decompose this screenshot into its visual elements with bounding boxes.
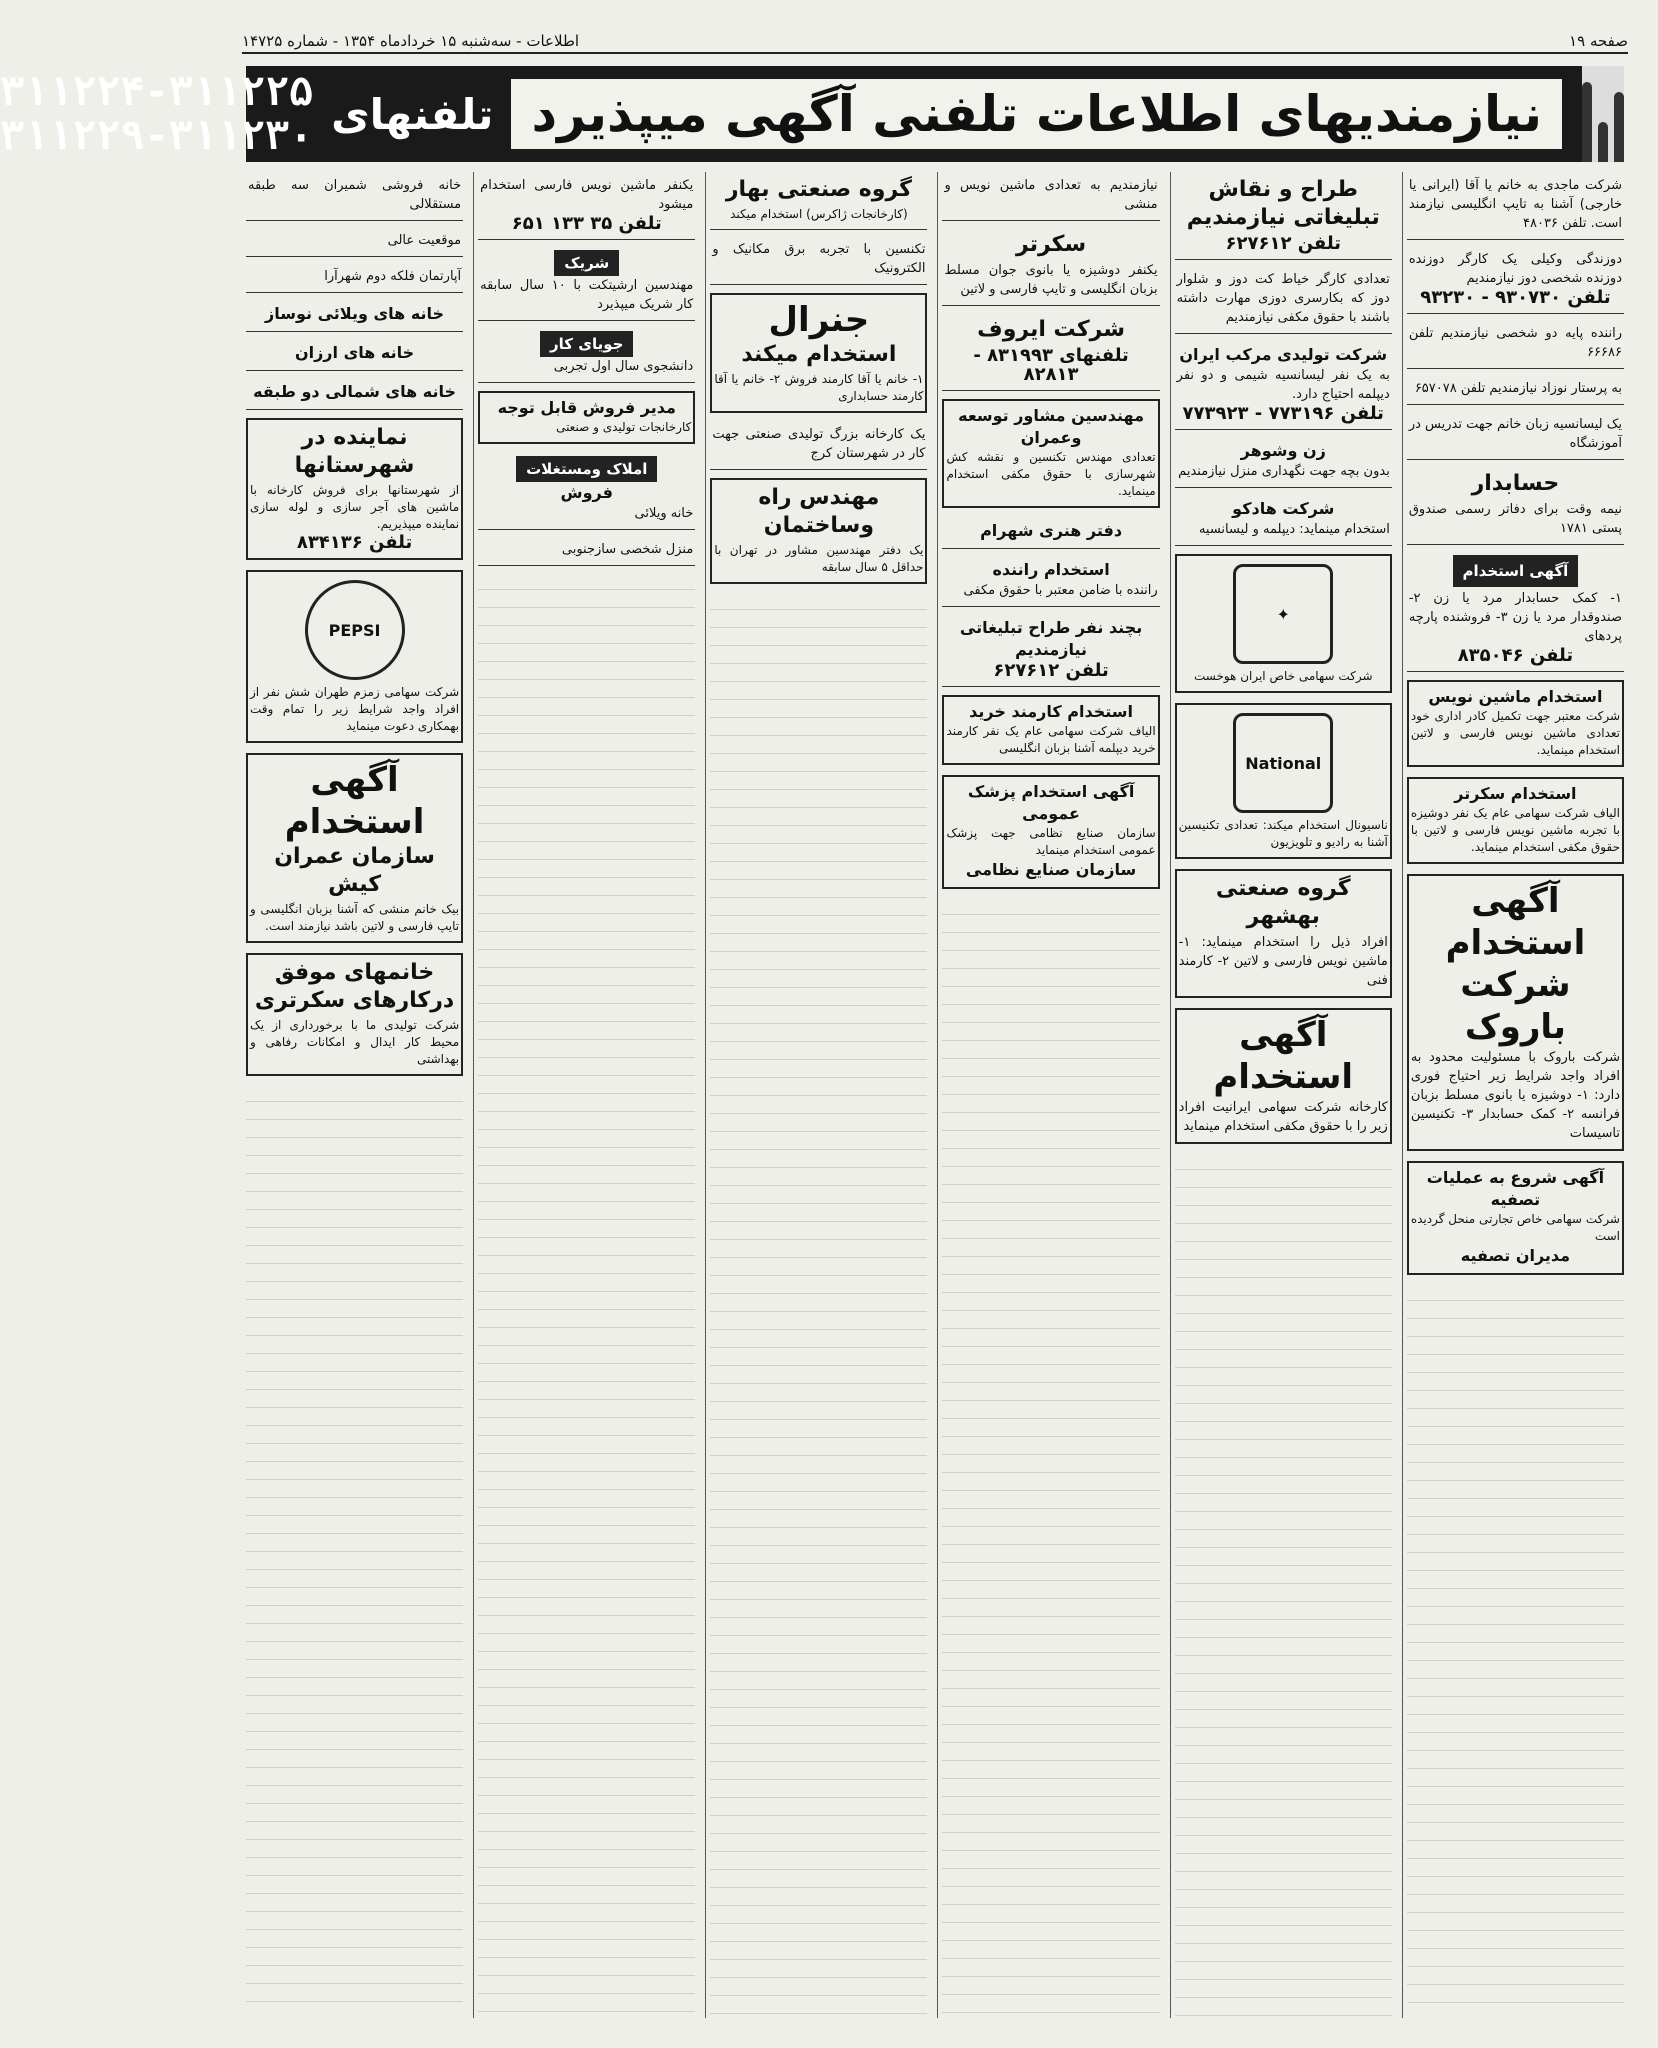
column-6 — [242, 172, 467, 2018]
ad-general: جنرال استخدام میکند ۱- خانم یا آقا کارمند فروش ۲- خانم یا آقا کارمند حسابداری — [710, 293, 927, 413]
ad-bahar: گروه صنعتی بهار (کارخانجات ژاکرس) استخدام میکند — [710, 172, 927, 230]
ad-civil-engineer: مهندس راه وساختمان یک دفتر مهندسین مشاور در تهران با حداقل ۵ سال سابقه — [710, 478, 927, 584]
ad-zamzam: PEPSI شرکت سهامی زمزم طهران شش نفر از افراد واجد شرایط زیر را تمام وقت بهمکاری دعوت مینماید — [246, 570, 463, 743]
ad-national: National ناسیونال استخدام میکند: تعدادی تکنیسین آشنا به رادیو و تلویزیون — [1175, 703, 1392, 859]
national-logo: National — [1233, 713, 1333, 813]
ad-item: یک لیسانسیه زبان خانم جهت تدریس در آموزشگاه — [1407, 411, 1624, 460]
ad-item: دوزندگی وکیلی یک کارگر دوزنده دوزنده شخصی دوز نیازمندیم تلفن ۹۳۰۷۳۰ - ۹۳۲۳۰ — [1407, 246, 1624, 314]
phone-line-2: ۳۱۱۲۲۹-۳۱۱۲۳۰ — [0, 113, 314, 159]
ad-purchase-clerk: استخدام کارمند خرید الیاف شرکت سهامی عام یک نفر کارمند خرید دیپلمه آشنا بزبان انگلیسی — [942, 695, 1159, 765]
ad-accountant: حسابدار نیمه وقت برای دفاتر رسمی صندوق پستی ۱۷۸۱ — [1407, 466, 1624, 545]
column-2 — [1170, 172, 1396, 2018]
ad-villa: خانه های ویلائی نوساز — [246, 299, 463, 332]
page-number: صفحه ۱۹ — [1569, 32, 1628, 50]
ad-employment: آگهی استخدام ۱- کمک حسابدار مرد یا زن ۲- صندوقدار مرد یا زن ۳- فروشنده پارچه پردهای تلفن ۸۳۵۰۴۶ — [1407, 551, 1624, 672]
ad-art-office: دفتر هنری شهرام — [942, 516, 1159, 549]
ad-couple: زن وشوهر بدون بچه جهت نگهداری منزل نیازمندیم — [1175, 436, 1392, 488]
ad-behshahr: گروه صنعتی بهشهر افراد ذیل را استخدام مینماید: ۱- ماشین نویس فارسی و لاتین ۲- کارمند فنی — [1175, 869, 1392, 998]
general-logo: جنرال — [768, 300, 870, 340]
phone-line-1: ۳۱۱۲۲۴-۳۱۱۲۲۵ — [0, 69, 314, 115]
banner-title: نیازمندیهای اطلاعات تلفنی آگهی میپذیرد — [511, 79, 1562, 149]
ad-typist-2: یکنفر ماشین نویس فارسی استخدام میشود تلفن ۳۵ ۱۳۳ ۶۵۱ — [478, 172, 695, 240]
ad-item: راننده پایه دو شخصی نیازمندیم تلفن ۶۶۶۸۶ — [1407, 320, 1624, 369]
text-filler — [246, 1084, 463, 2018]
ad-driver: استخدام راننده راننده با ضامن معتبر با حقوق مکفی — [942, 555, 1159, 607]
column-1 — [1402, 172, 1628, 2018]
ad-item: تعدادی کارگر خیاط کت دوز و شلوار دوز که بکارسری دوزی مهارت داشته باشند با حقوق مکفی نیازمندیم — [1175, 266, 1392, 334]
ad-north-houses: خانه های شمالی دو طبقه — [246, 377, 463, 410]
ad-item: به پرستار نوزاد نیازمندیم تلفن ۶۵۷۰۷۸ — [1407, 375, 1624, 405]
family-illustration — [1582, 66, 1624, 162]
ad-partner: شریک مهندسین ارشیتکت با ۱۰ سال سابقه کار شریک میپذیرد — [478, 246, 695, 321]
ad-item: شرکت ماجدی به خانم یا آقا (ایرانی یا خارجی) آشنا به تایپ انگلیسی نیازمند است. تلفن ۴۸۰۳۶ — [1407, 172, 1624, 240]
text-filler — [710, 592, 927, 2018]
text-filler — [1175, 1152, 1392, 2018]
ad-item: تکنسین با تجربه برق مکانیک و الکترونیک — [710, 236, 927, 285]
column-5 — [473, 172, 699, 2018]
pepsi-logo: PEPSI — [305, 580, 405, 680]
ad-designer: طراح و نقاش تبلیغاتی نیازمندیم تلفن ۶۲۷۶۱۲ — [1175, 172, 1392, 260]
ad-kish: آگهی استخدام سازمان عمران کیش بیک خانم منشی که آشنا بزبان انگلیسی و تایپ فارسی و لاتین باشد نیازمند است. — [246, 753, 463, 943]
ad-ink-company: شرکت تولیدی مرکب ایران به یک نفر لیسانسیه شیمی و دو نفر دیپلمه احتیاج دارد. تلفن ۷۷۳۱۹۶ - ۷۷۳۹۲۳ — [1175, 340, 1392, 430]
ad-representative: نماینده در شهرستانها از شهرستانها برای فروش کارخانه با ماشین های آجر سازی و لوله سازی نماینده میپذیریم. تلفن ۸۳۴۱۳۶ — [246, 418, 463, 560]
ad-iranit: آگهی استخدام کارخانه شرکت سهامی ایرانیت افراد زیر را با حقوق مکفی استخدام مینماید — [1175, 1008, 1392, 1144]
ad-item: منزل شخصی سازجنوبی — [478, 536, 695, 566]
text-filler — [478, 572, 695, 2018]
ad-job-seeker: جویای کار دانشجوی سال اول تجربی — [478, 327, 695, 383]
text-filler — [1407, 1283, 1624, 2018]
hoechst-logo: ✦ — [1233, 564, 1333, 664]
ad-designer-2: بچند نفر طراح تبلیغاتی نیازمندیم تلفن ۶۲۷۶۱۲ — [942, 613, 1159, 687]
banner-phones-label: تلفنهای — [331, 89, 494, 139]
ad-doctor: آگهی استخدام پزشک عمومی سازمان صنایع نظامی جهت پزشک عمومی استخدام مینماید سازمان صنایع نظامی — [942, 775, 1159, 889]
ad-secretary-women: خانمهای موفق درکارهای سکرتری شرکت تولیدی ما با برخورداری از یک محیط کار ایدال و امکانات رفاهی و بهداشتی — [246, 953, 463, 1076]
ad-sales-manager: مدیر فروش قابل توجه کارخانجات تولیدی و صنعتی — [478, 391, 695, 444]
ad-item: خانه فروشی شمیران سه طبقه مستقلالی — [246, 172, 463, 221]
ad-columns — [242, 172, 1628, 2018]
ad-secretary-2: سکرتر یکنفر دوشیزه یا بانوی جوان مسلط بزبان انگلیسی و تایپ فارسی و لاتین — [942, 227, 1159, 306]
ad-item: موقعیت عالی — [246, 227, 463, 257]
ad-iroof: شرکت ایروف تلفنهای ۸۳۱۹۹۳ - ۸۲۸۱۳ — [942, 312, 1159, 391]
ad-cheap-houses: خانه های ارزان — [246, 338, 463, 371]
column-3 — [937, 172, 1163, 2018]
ad-item: نیازمندیم به تعدادی ماشین نویس و منشی — [942, 172, 1159, 221]
ad-baruk: آگهی استخدام شرکت باروک شرکت باروک با مسئولیت محدود به افراد واجد شرایط زیر احتیاج فوری دارد: ۱- دوشیزه یا بانوی مسلط بزبان فرانسه ۲- کمک حسابدار ۳- تکنیسین تاسیسات — [1407, 874, 1624, 1151]
ad-item: یک کارخانه بزرگ تولیدی صنعتی جهت کار در شهرستان کرج — [710, 421, 927, 470]
ad-consulting: مهندسین مشاور توسعه وعمران تعدادی مهندس تکنسین و نقشه کش شهرسازی با حقوق مکفی استخدام مینماید. — [942, 399, 1159, 508]
column-4 — [705, 172, 931, 2018]
banner-phone-numbers — [0, 70, 313, 158]
ad-hadco: شرکت هادکو استخدام مینماید: دیپلمه و لیسانسیه — [1175, 494, 1392, 546]
text-filler — [942, 897, 1159, 2018]
ad-item: آپارتمان فلکه دوم شهرآرا — [246, 263, 463, 293]
ad-liquidation: آگهی شروع به عملیات تصفیه شرکت سهامی خاص تجارتی منحل گردیده است مدیران تصفیه — [1407, 1161, 1624, 1275]
ad-typist: استخدام ماشین نویس شرکت معتبر جهت تکمیل کادر اداری خود تعدادی ماشین نویس فارسی و لاتین استخدام مینماید. — [1407, 680, 1624, 767]
ad-real-estate: املاک ومستغلات فروش خانه ویلائی — [478, 452, 695, 530]
classifieds-banner — [0, 66, 1624, 162]
issue-info: اطلاعات - سه‌شنبه ۱۵ خردادماه ۱۳۵۴ - شماره ۱۴۷۲۵ — [242, 32, 580, 50]
ad-hoechst: ✦ شرکت سهامی خاص ایران هوخست — [1175, 554, 1392, 693]
page-header — [242, 30, 1628, 54]
ad-secretary: استخدام سکرتر الیاف شرکت سهامی عام یک نفر دوشیزه با تجربه ماشین نویس فارسی و لاتین با حقوق مکفی استخدام مینماید. — [1407, 777, 1624, 864]
